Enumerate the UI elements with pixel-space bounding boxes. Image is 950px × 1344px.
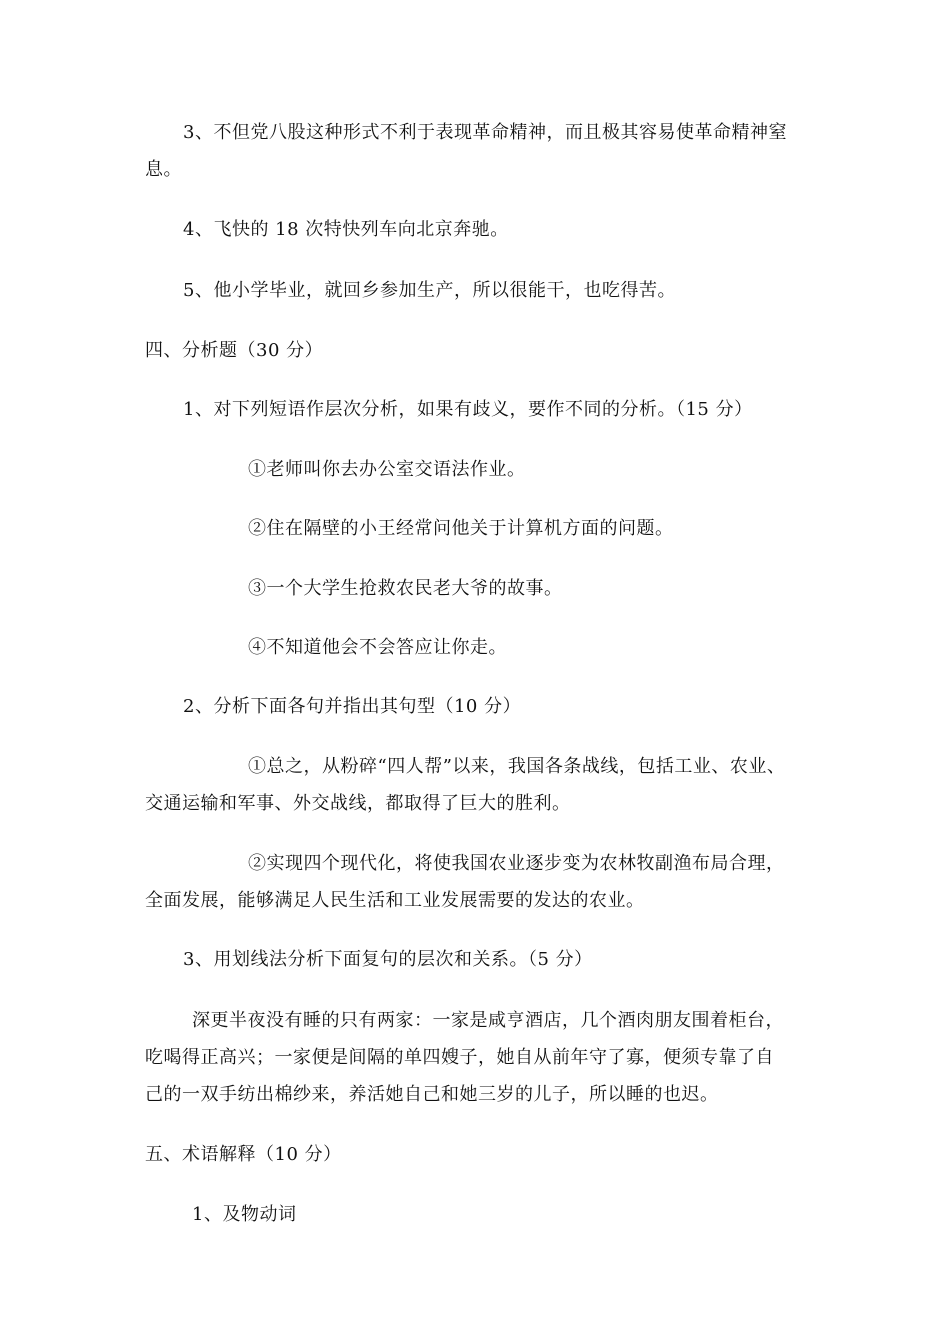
q4-2-item-1-line-1: ①总之，从粉碎“四人帮”以来，我国各条战线，包括工业、农业、 xyxy=(248,756,786,777)
section-4-heading: 四、分析题（30 分） xyxy=(145,340,324,361)
passage-line-1: 深更半夜没有睡的只有两家：一家是咸亨酒店，几个酒肉朋友围着柜台， xyxy=(192,1010,784,1031)
q4-3: 3、用划线法分析下面复句的层次和关系。（5 分） xyxy=(183,949,593,970)
q4-1: 1、对下列短语作层次分析，如果有歧义，要作不同的分析。（15 分） xyxy=(183,399,753,420)
section-5-heading: 五、术语解释（10 分） xyxy=(145,1144,342,1165)
q3-3-line-2: 息。 xyxy=(145,159,182,180)
q4-1-item-4: ④不知道他会不会答应让你走。 xyxy=(248,637,507,658)
q4-2-item-2-line-1: ②实现四个现代化，将使我国农业逐步变为农林牧副渔布局合理， xyxy=(248,853,785,874)
q3-5: 5、他小学毕业，就回乡参加生产，所以很能干，也吃得苦。 xyxy=(183,280,676,301)
q4-1-item-1: ①老师叫你去办公室交语法作业。 xyxy=(248,459,526,480)
q4-1-item-2: ②住在隔壁的小王经常问他关于计算机方面的问题。 xyxy=(248,518,674,539)
q4-2-item-2-line-2: 全面发展，能够满足人民生活和工业发展需要的发达的农业。 xyxy=(145,890,645,911)
q4-2: 2、分析下面各句并指出其句型（10 分） xyxy=(183,696,522,717)
q3-3-line-1: 3、不但党八股这种形式不利于表现革命精神，而且极其容易使革命精神窒 xyxy=(183,122,787,143)
q4-1-item-3: ③一个大学生抢救农民老大爷的故事。 xyxy=(248,578,563,599)
q5-1: 1、及物动词 xyxy=(192,1204,297,1225)
q4-2-item-1-line-2: 交通运输和军事、外交战线，都取得了巨大的胜利。 xyxy=(145,793,571,814)
passage-line-3: 己的一双手纺出棉纱来，养活她自己和她三岁的儿子，所以睡的也迟。 xyxy=(145,1084,719,1105)
q3-4: 4、飞快的 18 次特快列车向北京奔驰。 xyxy=(183,219,509,240)
passage-line-2: 吃喝得正高兴；一家便是间隔的单四嫂子，她自从前年守了寡，便须专靠了自 xyxy=(145,1047,774,1068)
